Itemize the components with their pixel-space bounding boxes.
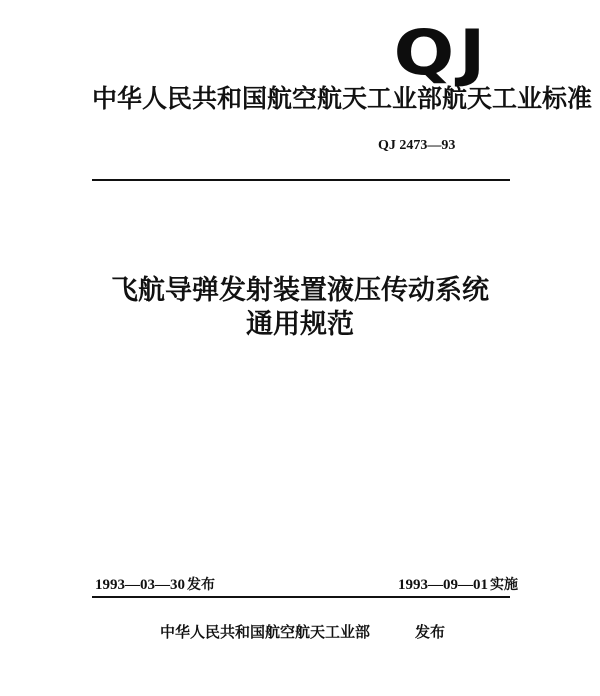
- implement-date: 1993—09—01: [398, 577, 488, 593]
- qj-logo: QJ: [393, 16, 490, 89]
- bottom-divider: [92, 596, 510, 598]
- document-title: 飞航导弹发射装置液压传动系统: [111, 275, 489, 306]
- implement-label: 实施: [490, 577, 518, 593]
- issue-label: 发布: [187, 577, 215, 593]
- organization-standard-title: 中华人民共和国航空航天工业部航天工业标准: [92, 84, 593, 113]
- publish-label: 发布: [415, 623, 446, 641]
- implement-date-row: [398, 575, 518, 595]
- issue-date-row: [95, 575, 215, 595]
- publisher-name: 中华人民共和国航空航天工业部: [160, 623, 371, 641]
- issue-date: 1993—03—30: [95, 577, 185, 593]
- standard-code: QJ 2473—93: [378, 138, 456, 153]
- top-divider: [92, 179, 510, 181]
- document-subtitle: 通用规范: [246, 309, 354, 340]
